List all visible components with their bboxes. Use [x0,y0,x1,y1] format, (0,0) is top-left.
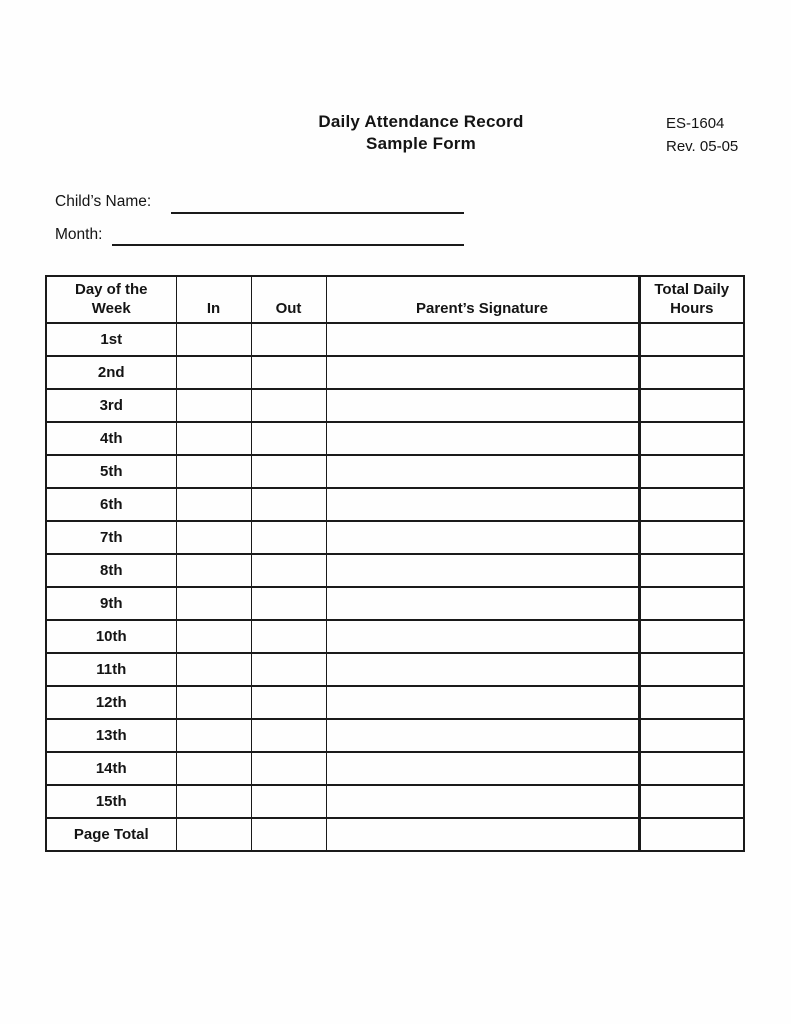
day-cell: 11th [46,653,176,686]
out-cell [251,356,326,389]
in-cell [176,653,251,686]
in-cell [176,785,251,818]
total-hours-cell [639,521,744,554]
out-cell [251,620,326,653]
table-row [46,356,744,389]
total-hours-cell [639,752,744,785]
revision-number: Rev. 05-05 [666,138,739,155]
month-label: Month: [55,226,103,243]
total-hours-cell [639,554,744,587]
table-row [46,719,744,752]
in-cell [176,356,251,389]
signature-cell [326,554,639,587]
out-cell [251,818,326,851]
table-row [46,587,744,620]
day-cell: Page Total [46,818,176,851]
total-hours-cell [639,323,744,356]
total-hours-cell [639,422,744,455]
signature-cell [326,455,639,488]
table-row [46,521,744,554]
attendance-table-body [46,323,744,851]
in-cell [176,719,251,752]
table-row [46,620,744,653]
in-cell [176,389,251,422]
table-row [46,752,744,785]
title-block [271,111,571,155]
day-cell: 6th [46,488,176,521]
col-in-header: In [176,276,251,323]
signature-cell [326,620,639,653]
signature-cell [326,488,639,521]
table-row [46,488,744,521]
in-cell [176,455,251,488]
col-day-of-week-header: Day of the Week [46,276,176,323]
child-name-label: Child’s Name: [55,193,152,210]
day-cell: 3rd [46,389,176,422]
page-title: Daily Attendance Record [318,112,524,131]
day-cell: 10th [46,620,176,653]
in-cell [176,422,251,455]
month-line [112,228,464,246]
day-cell: 7th [46,521,176,554]
in-cell [176,323,251,356]
col-parent-signature-header: Parent’s Signature [326,276,639,323]
total-hours-cell [639,587,744,620]
attendance-table [45,275,745,852]
in-cell [176,620,251,653]
table-row [46,323,744,356]
day-cell: 14th [46,752,176,785]
signature-cell [326,818,639,851]
page-subtitle: Sample Form [366,134,476,153]
out-cell [251,488,326,521]
signature-cell [326,422,639,455]
total-hours-cell [639,686,744,719]
day-cell: 4th [46,422,176,455]
form-number: ES-1604 [666,115,725,132]
out-cell [251,455,326,488]
table-row [46,455,744,488]
signature-cell [326,356,639,389]
day-cell: 13th [46,719,176,752]
out-cell [251,554,326,587]
out-cell [251,719,326,752]
col-total-daily-hours-header: Total Daily Hours [639,276,744,323]
signature-cell [326,653,639,686]
total-hours-cell [639,620,744,653]
in-cell [176,686,251,719]
day-cell: 5th [46,455,176,488]
in-cell [176,818,251,851]
in-cell [176,587,251,620]
out-cell [251,521,326,554]
signature-cell [326,323,639,356]
total-hours-cell [639,389,744,422]
day-cell: 8th [46,554,176,587]
day-cell: 9th [46,587,176,620]
signature-cell [326,785,639,818]
in-cell [176,752,251,785]
signature-cell [326,686,639,719]
day-cell: 15th [46,785,176,818]
table-row [46,686,744,719]
day-cell: 1st [46,323,176,356]
table-row [46,785,744,818]
total-hours-cell [639,488,744,521]
out-cell [251,653,326,686]
out-cell [251,323,326,356]
in-cell [176,521,251,554]
in-cell [176,488,251,521]
out-cell [251,422,326,455]
day-cell: 12th [46,686,176,719]
in-cell [176,554,251,587]
signature-cell [326,521,639,554]
signature-cell [326,587,639,620]
total-hours-cell [639,818,744,851]
table-row [46,422,744,455]
form-meta [666,112,738,158]
out-cell [251,587,326,620]
table-row [46,554,744,587]
signature-cell [326,752,639,785]
col-out-header: Out [251,276,326,323]
table-row [46,389,744,422]
total-hours-cell [639,785,744,818]
total-hours-cell [639,719,744,752]
table-row [46,653,744,686]
signature-cell [326,389,639,422]
day-cell: 2nd [46,356,176,389]
out-cell [251,752,326,785]
page-total-row [46,818,744,851]
child-name-line [171,196,464,214]
table-header-row [46,276,744,323]
out-cell [251,785,326,818]
out-cell [251,389,326,422]
out-cell [251,686,326,719]
total-hours-cell [639,356,744,389]
total-hours-cell [639,455,744,488]
signature-cell [326,719,639,752]
total-hours-cell [639,653,744,686]
